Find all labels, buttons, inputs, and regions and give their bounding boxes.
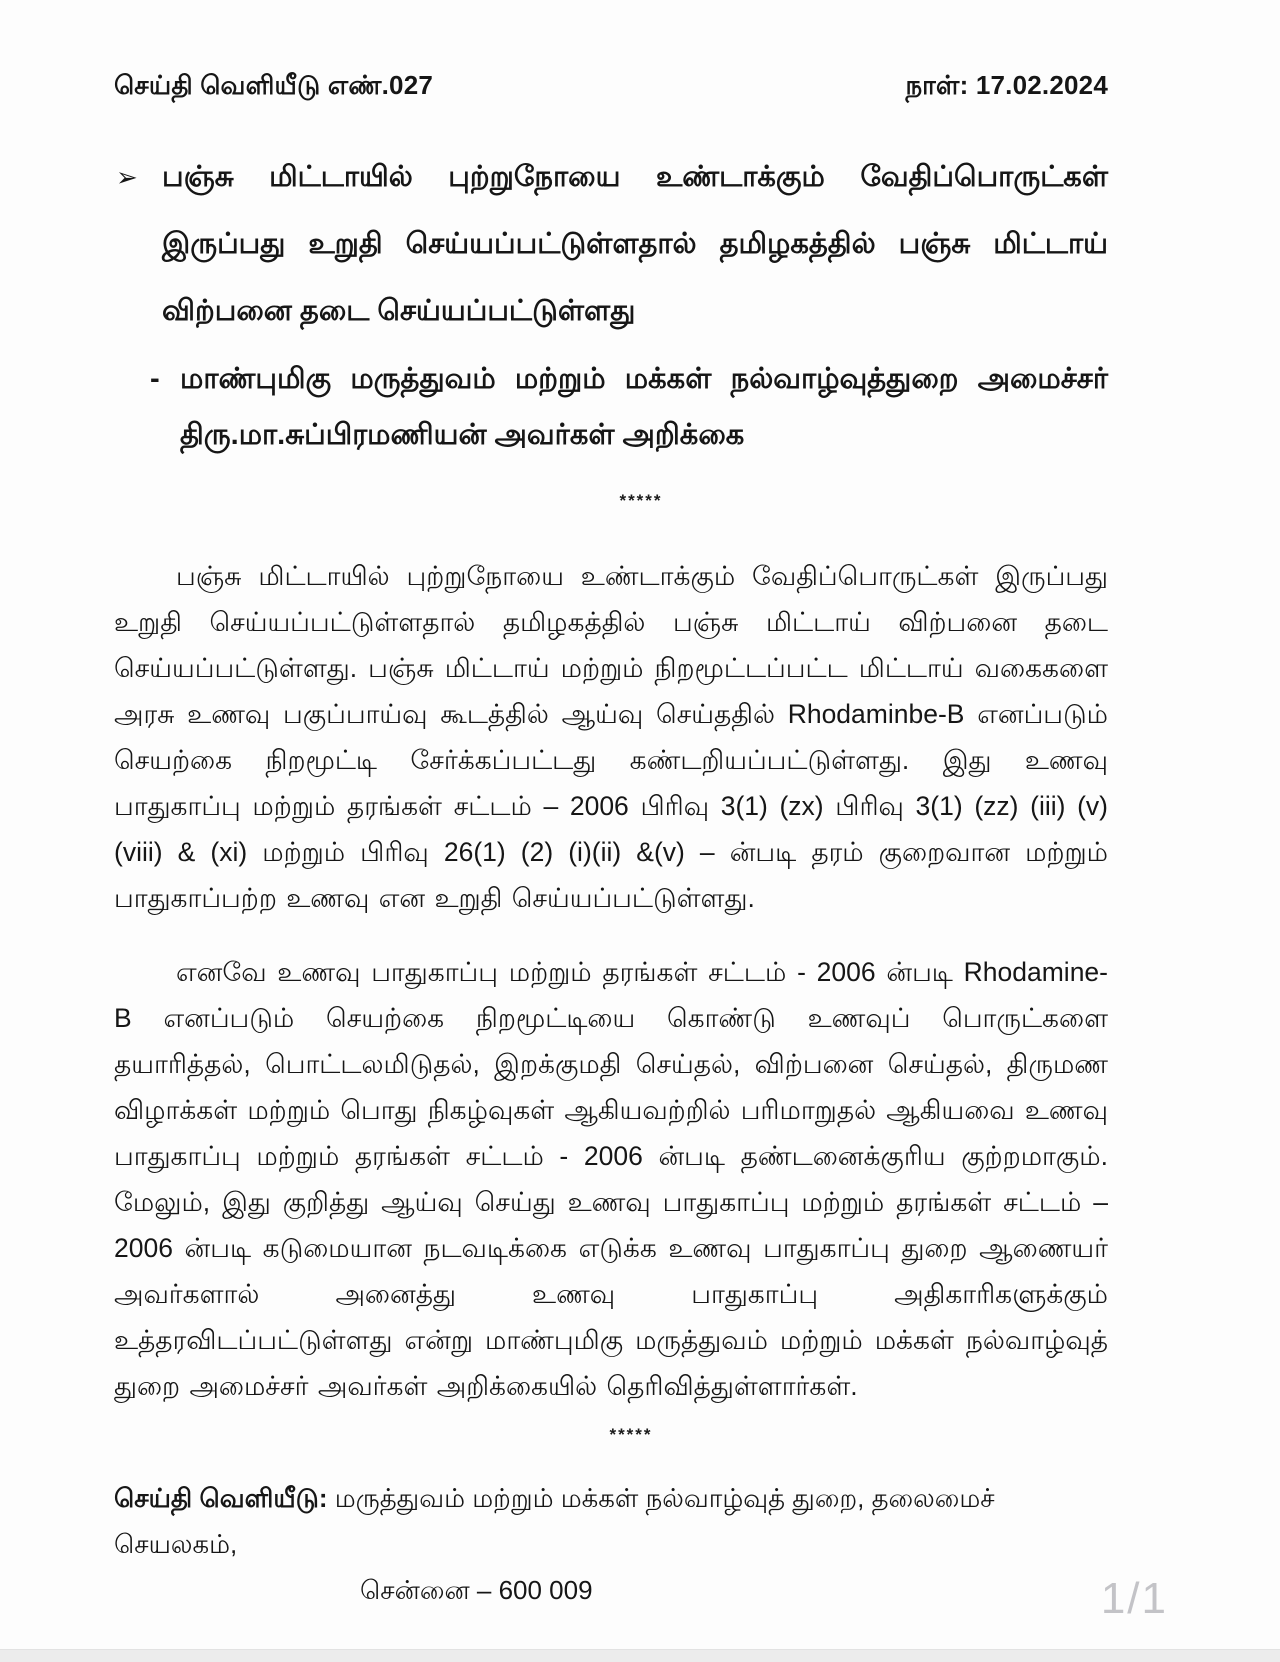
minister-byline bbox=[114, 351, 1108, 463]
body-paragraph-2: எனவே உணவு பாதுகாப்பு மற்றும் தரங்கள் சட்டம் - 2006 ன்படி Rhodamine-B எனப்படும் செயற்கை நிறமூட்டியை கொண்டு உணவுப் பொருட்களை தயாரித்தல், பொட்டலமிடுதல், இறக்குமதி செய்தல், விற்பனை செய்தல், திருமண விழாக்கள் மற்றும் பொது நிகழ்வுகள் ஆகியவற்றில் பரிமாறுதல் ஆகியவை உணவு பாதுகாப்பு மற்றும் தரங்கள் சட்டம் - 2006 ன்படி தண்டனைக்குரிய குற்றமாகும். மேலும், இது குறித்து ஆய்வு செய்து உணவு பாதுகாப்பு மற்றும் தரங்கள் சட்டம் – 2006 ன்படி கடுமையான நடவடிக்கை எடுக்க உணவு பாதுகாப்பு துறை ஆணையர் அவர்களால் அனைத்து உணவு பாதுகாப்பு அதிகாரிகளுக்கும் உத்தரவிடப்பட்டுள்ளது என்று மாண்புமிகு மருத்துவம் மற்றும் மக்கள் நல்வாழ்வுத் துறை அமைச்சர் அவர்கள் அறிக்கையில் தெரிவித்துள்ளார்கள். bbox=[114, 957, 1108, 1401]
body-paragraph-1: பஞ்சு மிட்டாயில் புற்றுநோயை உண்டாக்கும் வேதிப்பொருட்கள் இருப்பது உறுதி செய்யப்பட்டுள்ளதால் தமிழகத்தில் பஞ்சு மிட்டாய் விற்பனை தடை செய்யப்பட்டுள்ளது. பஞ்சு மிட்டாய் மற்றும் நிறமூட்டப்பட்ட மிட்டாய் வகைகளை அரசு உணவு பகுப்பாய்வு கூடத்தில் ஆய்வு செய்ததில் Rhodaminbe-B எனப்படும் செயற்கை நிறமூட்டி சேர்க்கப்பட்டது கண்டறியப்பட்டுள்ளது. இது உணவு பாதுகாப்பு மற்றும் தரங்கள் சட்டம் – 2006 பிரிவு 3(1) (zx) பிரிவு 3(1) (zz) (iii) (v) (viii) & (xi) மற்றும் பிரிவு 26(1) (2) (i)(ii) &(v) – ன்படி தரம் குறைவான மற்றும் பாதுகாப்பற்ற உணவு என உறுதி செய்யப்பட்டுள்ளது. bbox=[114, 561, 1108, 913]
issue-department: மருத்துவம் மற்றும் மக்கள் நல்வாழ்வுத் துறை, தலைமைச் செயலகம், bbox=[114, 1483, 995, 1559]
star-separator-bottom: ***** bbox=[609, 1425, 653, 1444]
star-separator-top: ***** bbox=[619, 491, 663, 510]
issuing-office-line bbox=[114, 1475, 1108, 1567]
viewer-page-indicator: 1/1 bbox=[1100, 1574, 1168, 1623]
headline bbox=[114, 144, 1108, 345]
release-date: நாள்: 17.02.2024 bbox=[905, 70, 1108, 100]
arrow-bullet-icon: ➢ bbox=[116, 162, 138, 192]
release-number: செய்தி வெளியீடு எண்.027 bbox=[114, 70, 434, 100]
issue-label: செய்தி வெளியீடு: bbox=[114, 1483, 328, 1513]
headline-text: பஞ்சு மிட்டாயில் புற்றுநோயை உண்டாக்கும் வேதிப்பொருட்கள் இருப்பது உறுதி செய்யப்பட்டுள்ளதால் தமிழகத்தில் பஞ்சு மிட்டாய் விற்பனை தடை செய்யப்பட்டுள்ளது bbox=[162, 161, 1108, 327]
issue-city-line: சென்னை – 600 009 bbox=[360, 1575, 593, 1605]
dash-bullet: - bbox=[150, 363, 160, 395]
byline-text: மாண்புமிகு மருத்துவம் மற்றும் மக்கள் நல்வாழ்வுத்துறை அமைச்சர் திரு.மா.சுப்பிரமணியன் அவர்கள் அறிக்கை bbox=[180, 363, 1108, 451]
viewer-bottom-strip bbox=[0, 1649, 1280, 1662]
document-header bbox=[114, 70, 1108, 104]
